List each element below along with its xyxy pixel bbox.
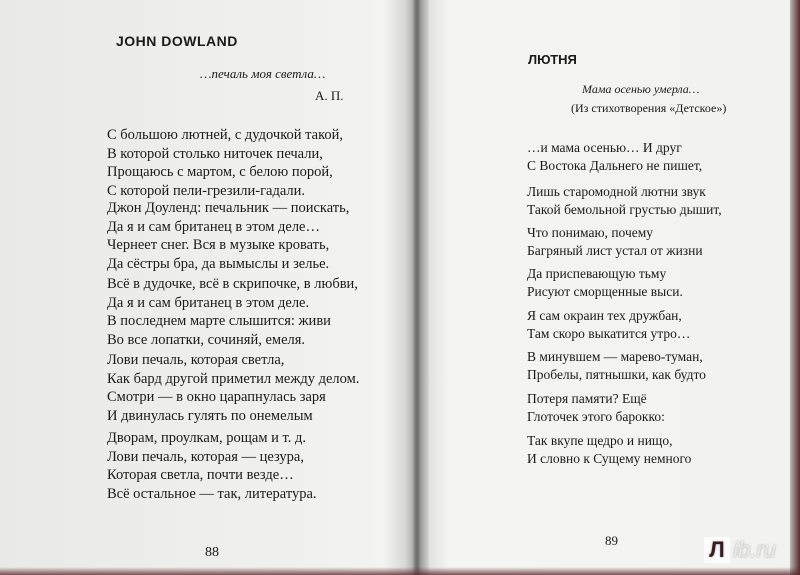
poem-title: JOHN DOWLAND <box>116 33 238 49</box>
site-watermark <box>704 537 776 563</box>
poem-line: Я сам окраин тех дружбан, <box>527 308 682 323</box>
poem-line: Дворам, проулкам, рощам и т. д. <box>107 430 307 446</box>
poem-line: Да я и сам британец в этом деле. <box>107 294 310 311</box>
stanza-1 <box>107 126 343 200</box>
poem-line: Что понимаю, почему <box>527 225 654 240</box>
poem-line: Пробелы, пятнышки, как будто <box>527 366 706 382</box>
poem-title: ЛЮТНЯ <box>528 52 577 67</box>
right-page <box>420 0 800 575</box>
poem-line: Потеря памяти? Ещё <box>527 391 647 406</box>
poem-line: Которая светла, почти везде… <box>107 467 294 483</box>
poem-line: Так вкупе щедро и нищо, <box>527 433 673 448</box>
stanza-5 <box>107 429 317 503</box>
stanza-4 <box>527 265 683 300</box>
poem-line: Да сёстры бра, да вымыслы и зелье. <box>107 255 330 272</box>
poem-line: Лови печаль, которая — цезура, <box>107 448 304 465</box>
page-number: 88 <box>205 545 219 560</box>
poem-line: Лови печаль, которая светла, <box>107 352 285 368</box>
epigraph-author: А. П. <box>315 88 344 103</box>
poem-line: Всё остальное — так, литература. <box>107 485 317 502</box>
epigraph-text: Мама осенью умерла… <box>582 82 700 96</box>
stanza-7 <box>527 390 665 425</box>
poem-line: Лишь старомодной лютни звук <box>527 184 706 199</box>
stanza-2 <box>107 199 349 273</box>
poem-line: Смотри — в окно царапнулась заря <box>107 389 326 405</box>
poem-line: Багряный лист устал от жизни <box>527 242 703 258</box>
poem-line: Глоточек этого барокко: <box>527 408 665 424</box>
poem-line: Всё в дудочке, всё в скрипочке, в любви, <box>107 276 358 292</box>
poem-line: В которой столько ниточек печали, <box>107 145 323 162</box>
epigraph-source: (Из стихотворения «Детское») <box>571 101 727 115</box>
poem-line: В минувшем — марево-туман, <box>527 349 703 364</box>
stanza-3 <box>107 275 358 349</box>
stanza-5 <box>527 307 690 342</box>
poem-line: С большою лютней, с дудочкой такой, <box>107 127 344 143</box>
poem-line: Такой бемольной грустью дышит, <box>527 201 722 217</box>
labirint-logo-icon: Л <box>704 537 730 563</box>
poem-line: Чернеет снег. Вся в музыке кровать, <box>107 237 330 253</box>
stanza-1 <box>527 139 702 174</box>
poem-line: В последнем марте слышится: живи <box>107 313 331 329</box>
poem-line: …и мама осенью… И друг <box>527 140 682 155</box>
poem-line: Прощаюсь с мартом, с белою порой, <box>107 164 333 180</box>
poem-line: С Востока Дальнего не пишет, <box>527 157 703 173</box>
poem-line: Как бард другой приметил между делом. <box>107 370 360 387</box>
poem-line: И словно к Сущему немного <box>527 450 692 466</box>
poem-line: С которой пели-грезили-гадали. <box>107 182 306 199</box>
poem-line: Да приспевающую тьму <box>527 266 667 281</box>
stanza-3 <box>527 224 703 259</box>
poem-line: Во все лопатки, сочиняй, емеля. <box>107 331 306 348</box>
poem-line: Там скоро выкатится утро… <box>527 325 691 341</box>
stanza-2 <box>527 183 722 218</box>
page-number: 89 <box>605 533 618 548</box>
watermark-text: ib.ru <box>733 537 776 562</box>
stanza-4 <box>107 351 359 425</box>
poem-line: И двинулась гулять по онемелым <box>107 407 313 424</box>
stanza-6 <box>527 348 706 383</box>
poem-line: Джон Доуленд: печальник — поискать, <box>107 200 350 216</box>
epigraph-text: …печаль моя светла… <box>200 66 326 81</box>
stanza-8 <box>527 432 691 467</box>
poem-line: Да я и сам британец в этом деле… <box>107 218 320 235</box>
poem-line: Рисуют сморщенные выси. <box>527 283 683 299</box>
